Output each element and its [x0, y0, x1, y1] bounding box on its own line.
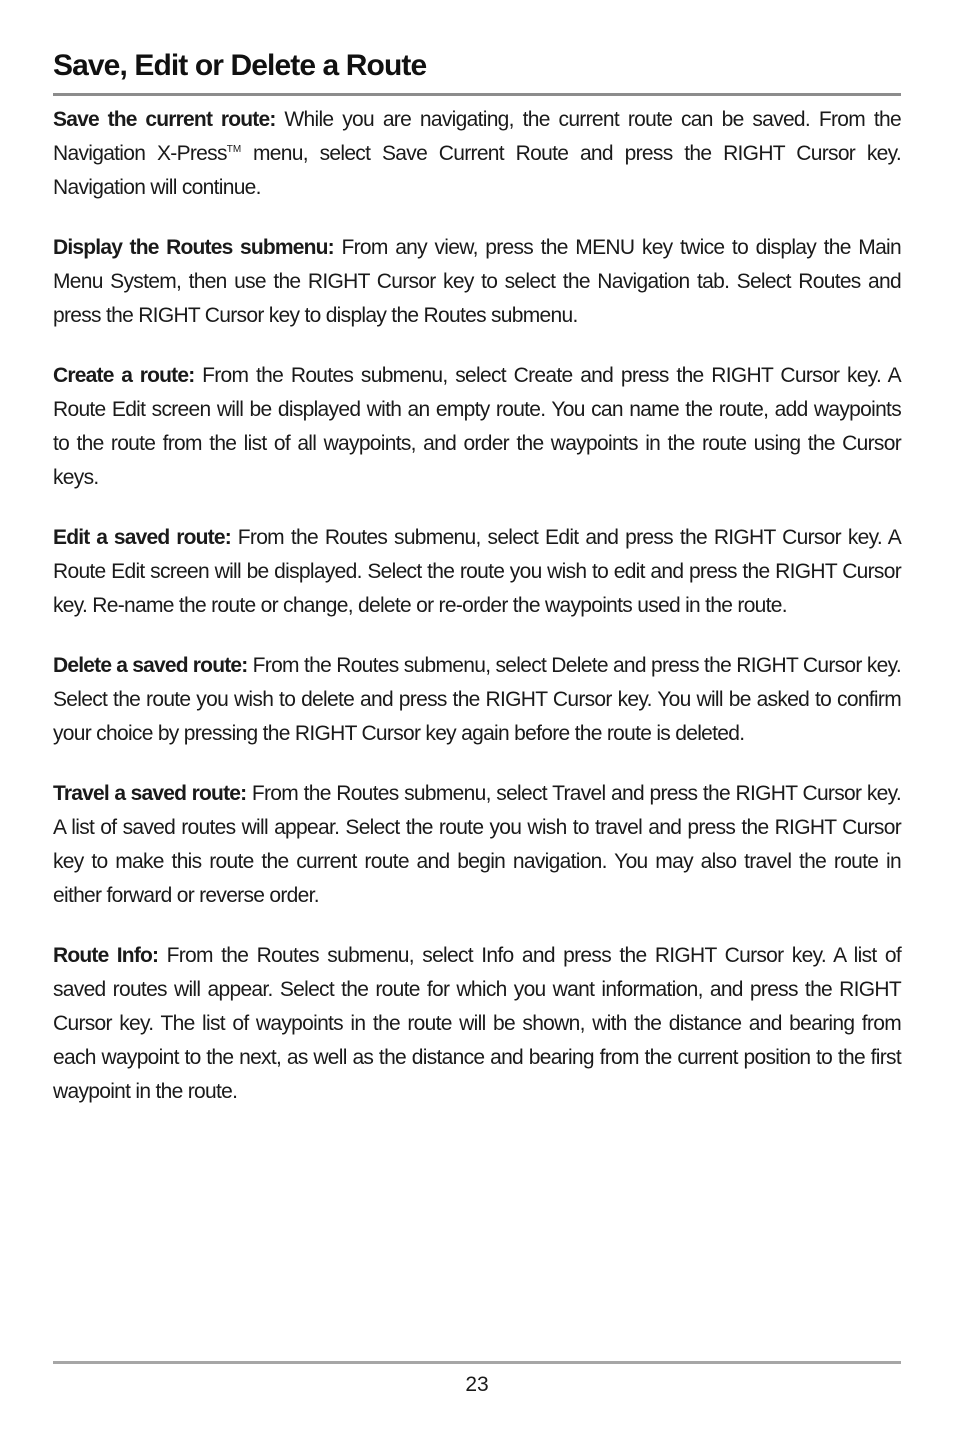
page-title: Save, Edit or Delete a Route [53, 49, 427, 82]
page-content [53, 103, 901, 1135]
paragraph-create-route [53, 359, 901, 495]
paragraph-text: From the Routes submenu, select Edit and press the RIGHT Cursor key. A Route Edit screen will be displayed. Select the route you wish to edit and press the RIGHT Cursor key. Re-name the route or change, delete or re-order the waypoints used in the route. [53, 526, 902, 617]
paragraph-lead: Route Info: [53, 944, 159, 967]
paragraph-text: From the Routes submenu, select Create and press the RIGHT Cursor key. A Route Edit screen will be displayed with an empty route. You can name the route, add waypoints to the route from the list of all waypoints, and order the waypoints in the route using the Cursor keys. [53, 364, 901, 489]
paragraph-save-current-route [53, 103, 901, 205]
paragraph-lead: Save the current route: [53, 108, 276, 131]
paragraph-lead: Create a route: [53, 364, 195, 387]
paragraph-lead: Edit a saved route: [53, 526, 231, 549]
paragraph-text: From the Routes submenu, select Info and press the RIGHT Cursor key. A list of saved routes will appear. Select the route for which you want information, and press the RIGHT Cursor key. The list of waypoints in the route will be shown, with the distance and bearing from each waypoint to the next, as well as the distance and bearing from the current position to the first waypoint in the route. [53, 944, 901, 1103]
footer-divider [53, 1361, 901, 1364]
paragraph-text: From the Routes submenu, select Delete and press the RIGHT Cursor key. Select the route you wish to delete and press the RIGHT Cursor key. You will be asked to confirm your choice by pressing the RIGHT Cursor key again before the route is deleted. [53, 654, 901, 745]
page-number: 23 [465, 1373, 489, 1396]
paragraph-text: menu, select Save Current Route and press the RIGHT Cursor key. Navigation will continue. [53, 142, 901, 199]
paragraph-edit-saved-route [53, 521, 901, 623]
trademark-mark: TM [226, 144, 242, 155]
paragraph-lead: Display the Routes submenu: [53, 236, 334, 259]
paragraph-lead: Delete a saved route: [53, 654, 248, 677]
paragraph-lead: Travel a saved route: [53, 782, 247, 805]
title-divider [53, 93, 901, 96]
paragraph-text: From the Routes submenu, select Travel and press the RIGHT Cursor key. A list of saved routes will appear. Select the route you wish to travel and press the RIGHT Cursor key to make this route the current route and begin navigation. You may also travel the route in either forward or reverse order. [53, 782, 901, 907]
paragraph-route-info [53, 939, 901, 1109]
paragraph-travel-saved-route [53, 777, 901, 913]
paragraph-delete-saved-route [53, 649, 901, 751]
paragraph-text: While you are navigating, the current route can be saved. From the Navigation X-Press [53, 108, 901, 165]
paragraph-display-routes-submenu [53, 231, 901, 333]
paragraph-text: From any view, press the MENU key twice to display the Main Menu System, then use the RIGHT Cursor key to select the Navigation tab. Select Routes and press the RIGHT Cursor key to display the Routes submenu. [53, 236, 901, 327]
